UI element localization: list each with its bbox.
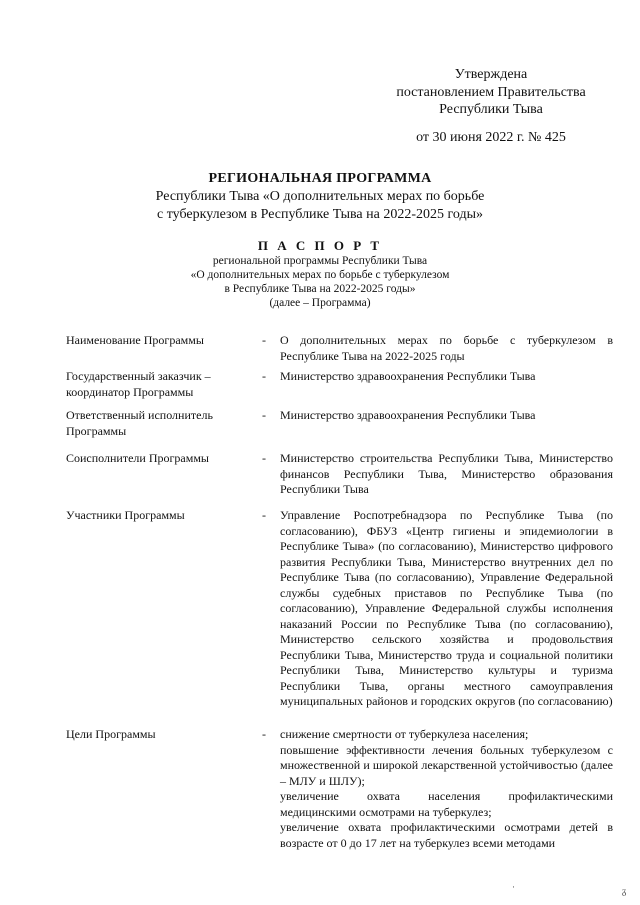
row-dash: - bbox=[262, 333, 266, 347]
program-title-line: с туберкулезом в Республике Тыва на 2022-2025 годы» bbox=[156, 207, 484, 222]
row-value-goals bbox=[280, 727, 613, 851]
row-label: Наименование Программы bbox=[66, 333, 204, 347]
passport-subtitle: (далее – Программа) bbox=[269, 297, 371, 309]
scan-mark: ᵹ bbox=[622, 886, 627, 896]
approval-line: постановлением Правительства bbox=[396, 84, 586, 100]
goal-item: снижение смертности от туберкулеза населения; bbox=[280, 727, 529, 741]
program-title-main: РЕГИОНАЛЬНАЯ ПРОГРАММА bbox=[208, 171, 432, 186]
row-dash: - bbox=[262, 451, 266, 465]
goal-item: повышение эффективности лечения больных туберкулезом с множественной и широкой лекарственной устойчивостью (далее – МЛУ и ШЛУ); bbox=[280, 742, 613, 788]
row-value: Министерство здравоохранения Республики Тыва bbox=[280, 369, 536, 383]
row-label: Цели Программы bbox=[66, 727, 156, 741]
row-value: Министерство здравоохранения Республики Тыва bbox=[280, 408, 536, 422]
row-value: Министерство строительства Республики Тыва, Министерство финансов Республики Тыва, Министерство образования Республики Тыва bbox=[280, 451, 613, 496]
program-title-line: Республики Тыва «О дополнительных мерах по борьбе bbox=[155, 189, 485, 204]
goal-item: увеличение охвата профилактическими осмотрами детей в возрасте от 0 до 17 лет на туберкулез всеми методами bbox=[280, 820, 613, 850]
row-dash: - bbox=[262, 727, 266, 741]
row-dash: - bbox=[262, 508, 266, 522]
row-label: Государственный заказчик – координатор Программы bbox=[66, 369, 211, 399]
approval-line: Республики Тыва bbox=[439, 102, 543, 117]
passport-subtitle: региональной программы Республики Тыва bbox=[212, 255, 428, 267]
passport-title: П А С П О Р Т bbox=[257, 238, 383, 253]
program-title bbox=[0, 170, 640, 224]
row-value: Управление Роспотребнадзора по Республике Тыва (по согласованию), ФБУЗ «Центр гигиены и эпидемиологии в Республике Тыва» (по согласованию), Министерство цифрового развития Республики Тыва, Министерство внутренних дел по Республике Тыва (по согласованию), Управление Федеральной службы судебных приставов по Республике Тыва (по согласованию), Управление Федеральной службы исполнения наказаний России по Республике Тыва (по согласованию), Министерство сельского хозяйства и продовольствия Республики Тыва, Министерство труда и социальной политики Республики Тыва, Министерство культуры и туризма Республики Тыва, органы местного самоуправления муниципальных районов и городских округов (по согласованию) bbox=[280, 508, 613, 708]
approval-date: от 30 июня 2022 г. № 425 bbox=[416, 129, 566, 145]
approval-block bbox=[376, 66, 606, 146]
row-label: Ответственный исполнитель Программы bbox=[66, 408, 213, 438]
row-dash: - bbox=[262, 408, 266, 422]
scan-mark: · bbox=[512, 882, 515, 892]
row-value: О дополнительных мерах по борьбе с туберкулезом в Республике Тыва на 2022-2025 годы bbox=[280, 333, 613, 363]
passport-heading bbox=[0, 237, 640, 310]
passport-subtitle: в Республике Тыва на 2022-2025 годы» bbox=[224, 283, 416, 295]
goal-item: увеличение охвата населения профилактическими медицинскими осмотрами на туберкулез; bbox=[280, 789, 613, 819]
row-label: Соисполнители Программы bbox=[66, 451, 209, 465]
passport-subtitle: «О дополнительных мерах по борьбе с туберкулезом bbox=[190, 269, 450, 281]
row-label: Участники Программы bbox=[66, 508, 185, 522]
row-dash: - bbox=[262, 369, 266, 383]
approval-line: Утверждена bbox=[454, 67, 528, 82]
